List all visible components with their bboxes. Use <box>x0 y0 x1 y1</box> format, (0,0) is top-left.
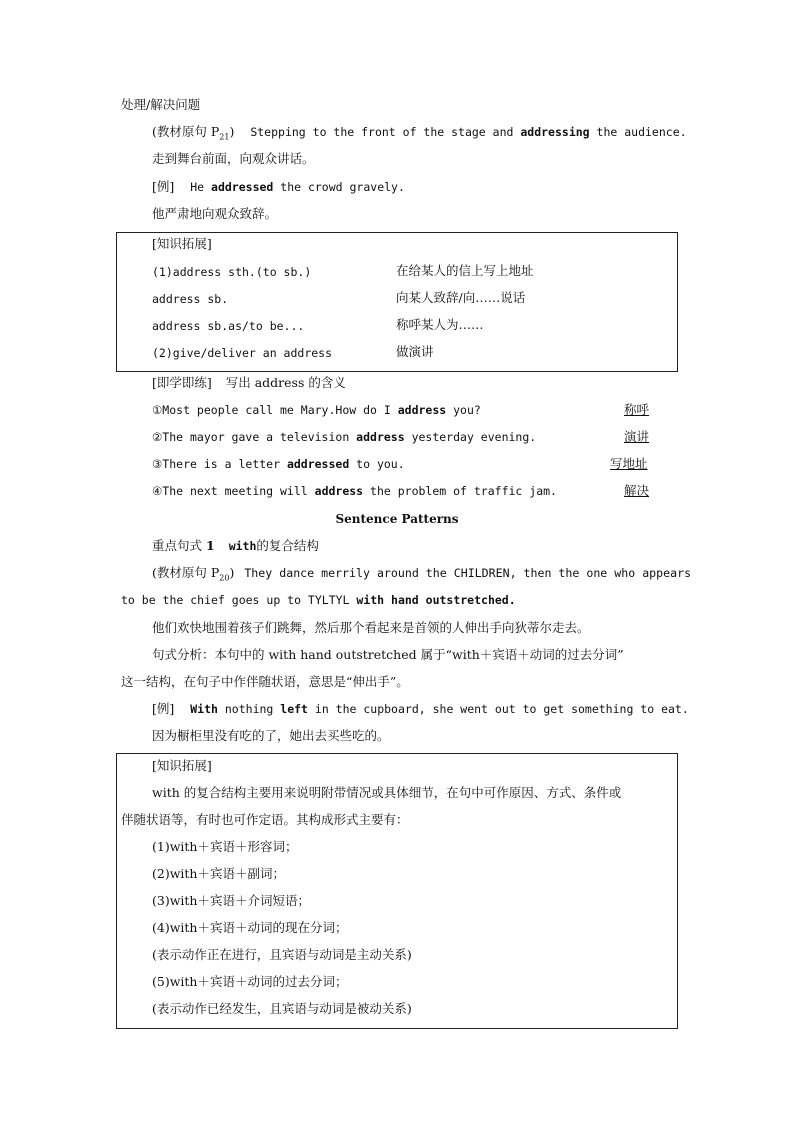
textbook-original-sentence: (教材原句 $P_{21}$) Stepping to the front of the stage and addressing the audience. <box>152 124 687 142</box>
example-label: [例] <box>152 179 175 194</box>
structure-item: (1)with＋宾语＋形容词； <box>152 839 298 854</box>
textbook-label: (教材原句 P <box>152 124 220 139</box>
key-sentence-heading: 重点句式 1 with的复合结构 <box>152 538 319 553</box>
section-heading: 处理/解决问题 <box>121 97 201 112</box>
analysis: 句式分析：本句中的 with hand outstretched 属于“with＋宾语＋动词的过去分词” <box>152 647 624 662</box>
keyword: addressed <box>211 180 274 194</box>
intro-text: with 的复合结构主要用来说明附带情况或具体细节，在句中可作原因、方式、条件或 <box>152 785 622 800</box>
practice-item: ①Most people call me Mary.How do I address you? <box>152 403 481 417</box>
box-title: [知识拓展] <box>152 758 212 773</box>
intro-text-cont: 伴随状语等，有时也可作定语。其构成形式主要有： <box>121 812 409 827</box>
section-title: Sentence Patterns <box>335 512 459 526</box>
page-number: 21 <box>219 132 230 142</box>
practice-title: [即学即练] 写出 address 的含义 <box>152 375 346 390</box>
keyword: addressing <box>520 125 590 139</box>
textbook-original-sentence-cont: to be the chief goes up to TYLTYL with hand outstretched. <box>121 593 516 607</box>
textbook-original-sentence: (教材原句 $P_{20}$) They dance merrily around the CHILDREN, then the one who appears <box>152 565 692 583</box>
structure-note: (表示动作已经发生，且宾语与动词是被动关系) <box>152 1001 412 1016</box>
translation: 走到舞台前面，向观众讲话。 <box>152 151 315 166</box>
phrase: address sb. <box>152 292 229 306</box>
phrase-meaning: 向某人致辞/向……说话 <box>396 290 526 305</box>
phrase: (1)address sth.(to sb.) <box>152 265 312 279</box>
practice-item: ③There is a letter addressed to you. <box>152 457 405 471</box>
practice-answer: 称呼 <box>624 402 650 417</box>
knowledge-extension-box <box>116 753 678 1029</box>
phrase-meaning: 做演讲 <box>396 344 434 359</box>
phrase: address sb.as/to be... <box>152 319 305 333</box>
practice-item: ②The mayor gave a television address yesterday evening. <box>152 430 537 444</box>
translation: 他们欢快地围着孩子们跳舞，然后那个看起来是首领的人伸出手向狄蒂尔走去。 <box>152 620 590 635</box>
phrase-meaning: 在给某人的信上写上地址 <box>396 263 534 278</box>
analysis-cont: 这一结构，在句子中作伴随状语，意思是“伸出手”。 <box>121 674 409 689</box>
structure-item: (3)with＋宾语＋介词短语； <box>152 893 310 908</box>
example-sentence: [例] He addressed the crowd gravely. <box>152 179 405 194</box>
structure-note: (表示动作正在进行，且宾语与动词是主动关系) <box>152 947 412 962</box>
phrase: (2)give/deliver an address <box>152 346 333 360</box>
translation: 他严肃地向观众致辞。 <box>152 206 278 221</box>
structure-item: (5)with＋宾语＋动词的过去分词； <box>152 974 348 989</box>
structure-item: (2)with＋宾语＋副词； <box>152 866 285 881</box>
practice-answer: 演讲 <box>624 429 650 444</box>
practice-item: ④The next meeting will address the problem of traffic jam. <box>152 484 557 498</box>
translation: 因为橱柜里没有吃的了，她出去买些吃的。 <box>152 728 390 743</box>
box-title: [知识拓展] <box>152 236 212 251</box>
practice-answer: 写地址 <box>610 456 648 471</box>
practice-answer: 解决 <box>624 483 650 498</box>
knowledge-extension-box <box>116 232 678 372</box>
phrase-meaning: 称呼某人为…… <box>396 317 484 332</box>
example-sentence: [例] With nothing left in the cupboard, she went out to get something to eat. <box>152 701 689 716</box>
structure-item: (4)with＋宾语＋动词的现在分词； <box>152 920 348 935</box>
